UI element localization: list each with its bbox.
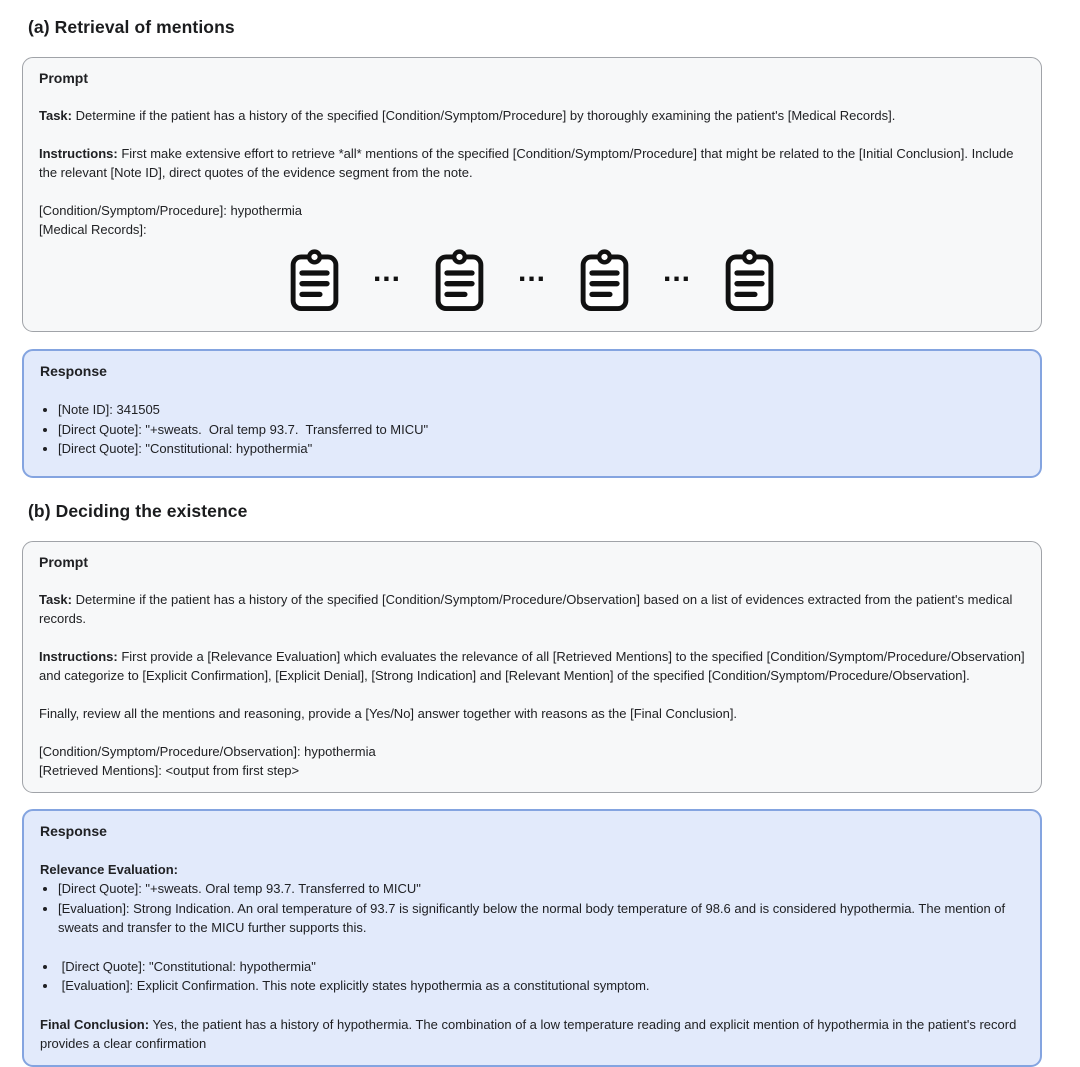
clipboard-document-icon bbox=[576, 246, 633, 316]
task-label: Task: bbox=[39, 592, 72, 607]
final-conclusion-paragraph bbox=[40, 1015, 1024, 1053]
section-a-heading: (a) Retrieval of mentions bbox=[28, 17, 235, 37]
direct-quote-bullet-text: [Direct Quote]: "+sweats. Oral temp 93.7. Transferred to MICU" bbox=[58, 421, 429, 437]
clipboard-document-icon bbox=[721, 246, 778, 316]
section-b-response-box bbox=[22, 809, 1042, 1067]
instructions-paragraph bbox=[39, 144, 1025, 182]
finally-paragraph: Finally, review all the mentions and reasoning, provide a [Yes/No] answer together with reasons as the [Final Conclusion]. bbox=[39, 706, 738, 721]
direct-quote-bullet-text: [Direct Quote]: "Constitutional: hypothermia" bbox=[58, 958, 316, 974]
task-paragraph bbox=[39, 590, 1025, 628]
retrieved-mentions-line: [Retrieved Mentions]: <output from first step> bbox=[39, 763, 300, 778]
task-paragraph bbox=[39, 106, 1025, 125]
section-b-heading: (b) Deciding the existence bbox=[28, 501, 248, 521]
response-bullet bbox=[58, 899, 1024, 938]
relevance-bullet-group-2 bbox=[40, 957, 1024, 996]
condition-symptom-line: [Condition/Symptom/Procedure]: hypothermia bbox=[39, 203, 303, 218]
final-conclusion-label: Final Conclusion: bbox=[40, 1016, 150, 1032]
prompt-box-title: Prompt bbox=[39, 70, 88, 86]
instructions-text: First make extensive effort to retrieve *all* mentions of the specified [Condition/Symptom/Procedure] that might be related to the [Initial Conclusion]. Include the relevant [Note ID], direct quotes of the evidence segment from the note. bbox=[39, 146, 1018, 180]
note-id-bullet-text: [Note ID]: 341505 bbox=[58, 402, 160, 417]
medical-records-icons-row: ... ... ... bbox=[39, 245, 1025, 317]
response-bullet bbox=[58, 976, 1024, 996]
relevance-bullet-group-1 bbox=[40, 879, 1024, 938]
direct-quote-bullet-text: [Direct Quote]: "+sweats. Oral temp 93.7. Transferred to MICU" bbox=[58, 881, 421, 896]
direct-quote-bullet-text: [Direct Quote]: "Constitutional: hypothermia" bbox=[58, 441, 313, 456]
response-bullet bbox=[58, 879, 1024, 899]
response-box-title: Response bbox=[40, 823, 107, 839]
section-b-prompt-box bbox=[22, 541, 1042, 793]
evaluation-bullet-text: [Evaluation]: Explicit Confirmation. This note explicitly states hypothermia as a constitutional symptom. bbox=[58, 978, 650, 993]
instructions-label: Instructions: bbox=[39, 146, 118, 161]
final-conclusion-text: Yes, the patient has a history of hypothermia. The combination of a low temperature reading and explicit mention of hypothermia in the patient's record provides a clear confirmation bbox=[40, 1016, 1020, 1051]
response-bullet bbox=[58, 957, 1024, 977]
section-a-response-box bbox=[22, 349, 1042, 478]
response-box-title: Response bbox=[40, 363, 107, 379]
instructions-text: First provide a [Relevance Evaluation] which evaluates the relevance of all [Retrieved Mentions] to the specified [Condition/Symptom/Procedure/Observation] and categorize to [Explicit Confirmation], [Explicit Denial], [Strong Indication] and [Relevant Mention] of the specified [Condition/Symptom/Procedure/Observation]. bbox=[39, 649, 1029, 683]
evaluation-bullet-text: [Evaluation]: Strong Indication. An oral temperature of 93.7 is significantly below the normal body temperature of 98.6 and is considered hypothermia. The mention of sweats and transfer to the MICU further supports this. bbox=[58, 900, 1009, 935]
clipboard-document-icon bbox=[286, 246, 343, 316]
response-bullet bbox=[58, 420, 1024, 440]
response-bullet bbox=[58, 400, 1024, 420]
condition-symptom-observation-line: [Condition/Symptom/Procedure/Observation]: hypothermia bbox=[39, 744, 376, 759]
instructions-paragraph bbox=[39, 647, 1029, 685]
relevance-evaluation-label: Relevance Evaluation: bbox=[40, 862, 178, 877]
section-a-prompt-box bbox=[22, 57, 1042, 332]
instructions-label: Instructions: bbox=[39, 649, 118, 664]
task-label: Task: bbox=[39, 108, 72, 123]
response-bullet-list bbox=[40, 400, 1024, 459]
prompt-box-title: Prompt bbox=[39, 554, 88, 570]
clipboard-document-icon bbox=[431, 246, 488, 316]
task-text: Determine if the patient has a history of the specified [Condition/Symptom/Procedure/Observation] based on a list of evidences extracted from the patient's medical records. bbox=[39, 592, 1017, 626]
response-bullet bbox=[58, 439, 1024, 459]
task-text: Determine if the patient has a history of the specified [Condition/Symptom/Procedure] by thoroughly examining the patient's [Medical Records]. bbox=[72, 108, 896, 123]
medical-records-line: [Medical Records]: bbox=[39, 222, 147, 237]
